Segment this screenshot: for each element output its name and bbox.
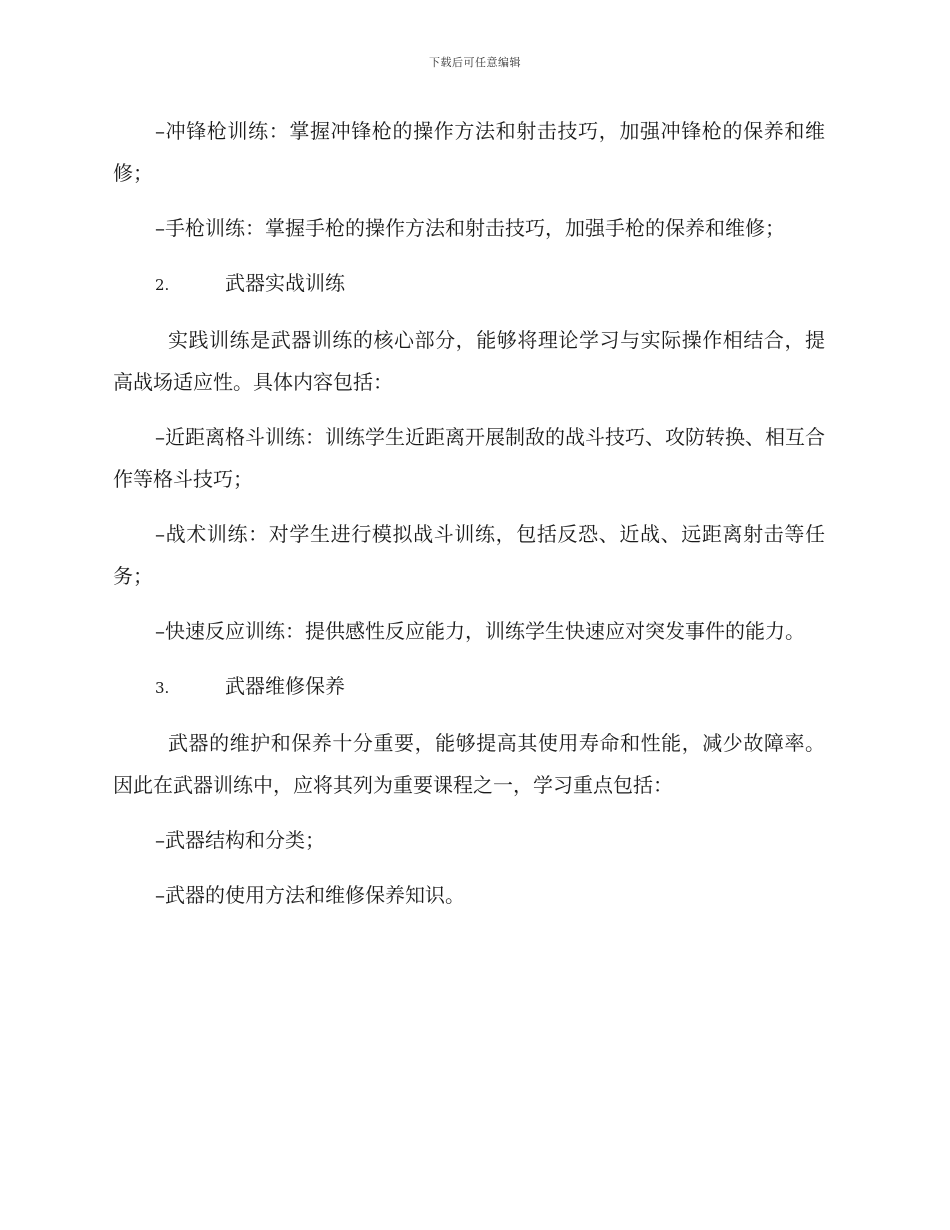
section-3-intro: 武器的维护和保养十分重要，能够提高其使用寿命和性能，减少故障率。因此在武器训练中，应将其列为重要课程之一，学习重点包括： bbox=[113, 731, 825, 797]
section-number: 2. bbox=[155, 276, 170, 294]
bullet-tactical-training: –战术训练：对学生进行模拟战斗训练，包括反恐、近战、远距离射击等任务； bbox=[113, 522, 825, 588]
section-title: 武器实战训练 bbox=[225, 271, 345, 295]
bullet-smg-training: –冲锋枪训练：掌握冲锋枪的操作方法和射击技巧，加强冲锋枪的保养和维修； bbox=[113, 119, 825, 185]
section-heading-3 bbox=[113, 665, 825, 709]
bullet-quick-reaction-training: –快速反应训练：提供感性反应能力，训练学生快速应对突发事件的能力。 bbox=[155, 619, 805, 643]
section-heading-2 bbox=[113, 262, 825, 306]
bullet-weapon-structure: –武器结构和分类； bbox=[155, 828, 325, 852]
bullet-close-combat-training: –近距离格斗训练：训练学生近距离开展制敌的战斗技巧、攻防转换、相互合作等格斗技巧； bbox=[113, 425, 825, 491]
section-number: 3. bbox=[155, 679, 170, 697]
bullet-weapon-usage-maintenance: –武器的使用方法和维修保养知识。 bbox=[155, 883, 465, 907]
document-body bbox=[113, 110, 825, 929]
page-header: 下载后可任意编辑 bbox=[429, 56, 521, 69]
section-title: 武器维修保养 bbox=[225, 674, 345, 698]
section-2-intro: 实践训练是武器训练的核心部分，能够将理论学习与实际操作相结合，提高战场适应性。具体内容包括： bbox=[113, 328, 825, 394]
bullet-pistol-training: –手枪训练：掌握手枪的操作方法和射击技巧，加强手枪的保养和维修； bbox=[155, 216, 785, 240]
